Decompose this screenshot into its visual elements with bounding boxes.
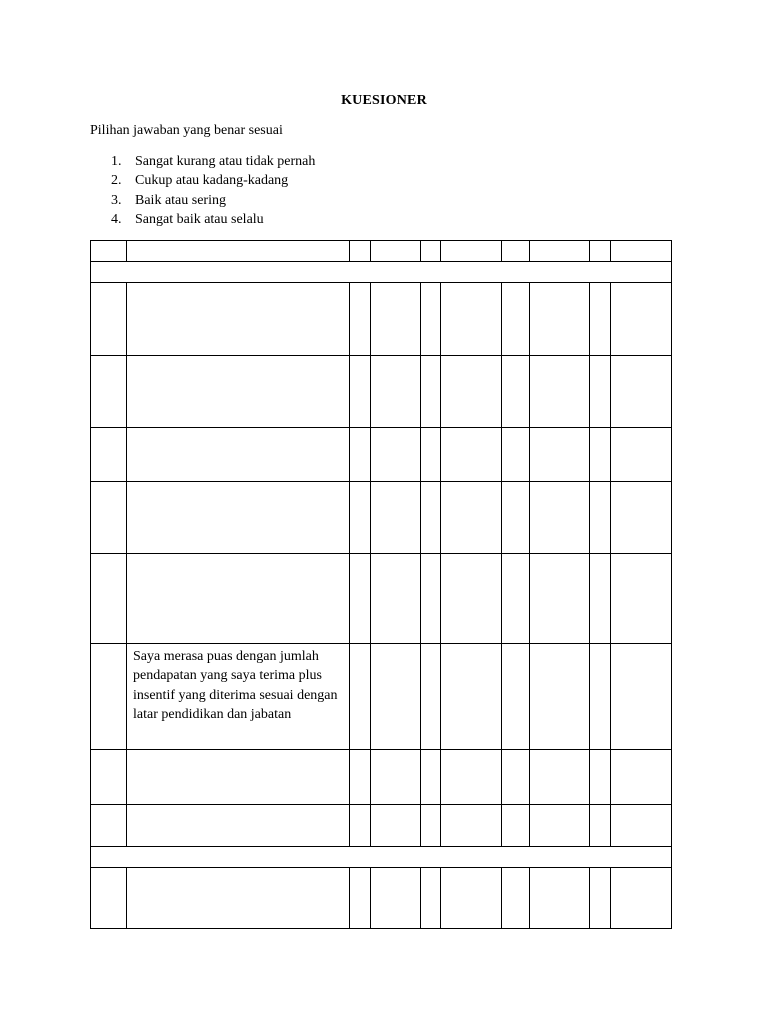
answer-cell[interactable] — [530, 283, 590, 356]
instruction-text: Pilihan jawaban yang benar sesuai — [90, 123, 283, 138]
answer-cell[interactable] — [350, 805, 371, 847]
answer-cell[interactable] — [611, 482, 672, 554]
header-cell-statement — [127, 241, 350, 262]
answer-cell[interactable] — [371, 356, 421, 428]
answer-cell[interactable] — [590, 805, 611, 847]
answer-cell[interactable] — [421, 283, 441, 356]
answer-cell[interactable] — [371, 805, 421, 847]
answer-cell[interactable] — [371, 428, 421, 482]
answer-cell[interactable] — [590, 482, 611, 554]
answer-cell[interactable] — [502, 805, 530, 847]
table-row — [91, 356, 672, 428]
table-row — [91, 554, 672, 644]
answer-cell[interactable] — [441, 805, 502, 847]
answer-cell[interactable] — [371, 868, 421, 929]
answer-cell[interactable] — [441, 644, 502, 750]
answer-cell[interactable] — [421, 554, 441, 644]
header-cell — [611, 241, 672, 262]
answer-cell[interactable] — [590, 644, 611, 750]
header-row — [91, 241, 672, 262]
answer-cell[interactable] — [530, 482, 590, 554]
answer-cell[interactable] — [502, 428, 530, 482]
answer-cell[interactable] — [611, 428, 672, 482]
row-number-cell — [91, 868, 127, 929]
statement-cell: Saya merasa puas dengan jumlah pendapatan yang saya terima plus insentif yang diterima sesuai dengan latar pendidikan dan jabatan — [127, 644, 350, 750]
answer-option — [90, 152, 315, 171]
answer-cell[interactable] — [371, 750, 421, 805]
answer-cell[interactable] — [441, 482, 502, 554]
answer-cell[interactable] — [590, 554, 611, 644]
answer-cell[interactable] — [421, 750, 441, 805]
answer-cell[interactable] — [502, 356, 530, 428]
header-cell — [441, 241, 502, 262]
answer-cell[interactable] — [502, 554, 530, 644]
answer-cell[interactable] — [611, 554, 672, 644]
answer-options-list — [90, 152, 315, 229]
answer-cell[interactable] — [371, 644, 421, 750]
answer-cell[interactable] — [350, 868, 371, 929]
row-number-cell — [91, 750, 127, 805]
answer-cell[interactable] — [441, 554, 502, 644]
answer-cell[interactable] — [590, 750, 611, 805]
answer-cell[interactable] — [611, 868, 672, 929]
row-number-cell — [91, 554, 127, 644]
statement-cell — [127, 554, 350, 644]
table-row — [91, 482, 672, 554]
statement-cell — [127, 805, 350, 847]
answer-cell[interactable] — [421, 805, 441, 847]
option-label: Cukup atau kadang-kadang — [135, 173, 289, 189]
statement-cell — [127, 868, 350, 929]
option-number: 1. — [111, 154, 122, 169]
answer-cell[interactable] — [502, 868, 530, 929]
answer-cell[interactable] — [502, 283, 530, 356]
answer-cell[interactable] — [611, 356, 672, 428]
table-row — [91, 868, 672, 929]
answer-cell[interactable] — [441, 750, 502, 805]
answer-cell[interactable] — [350, 283, 371, 356]
row-number-cell — [91, 805, 127, 847]
answer-cell[interactable] — [502, 482, 530, 554]
answer-cell[interactable] — [350, 428, 371, 482]
table-row — [91, 428, 672, 482]
answer-cell[interactable] — [421, 356, 441, 428]
page-title: KUESIONER — [341, 93, 427, 108]
section-cell — [91, 847, 672, 868]
answer-cell[interactable] — [350, 644, 371, 750]
table-row — [91, 750, 672, 805]
answer-cell[interactable] — [611, 283, 672, 356]
answer-cell[interactable] — [421, 868, 441, 929]
option-label: Sangat kurang atau tidak pernah — [135, 154, 316, 169]
answer-cell[interactable] — [502, 750, 530, 805]
table-row — [91, 805, 672, 847]
option-number: 3. — [111, 192, 122, 208]
answer-cell[interactable] — [421, 644, 441, 750]
answer-cell[interactable] — [421, 428, 441, 482]
answer-option — [90, 171, 315, 190]
row-number-cell — [91, 428, 127, 482]
table-row — [91, 644, 672, 750]
statement-cell — [127, 428, 350, 482]
table-row — [91, 283, 672, 356]
questionnaire-table — [90, 240, 672, 929]
row-number-cell — [91, 283, 127, 356]
statement-cell — [127, 283, 350, 356]
answer-cell[interactable] — [441, 356, 502, 428]
answer-cell[interactable] — [611, 644, 672, 750]
statement-cell — [127, 482, 350, 554]
answer-cell[interactable] — [350, 482, 371, 554]
answer-cell[interactable] — [441, 868, 502, 929]
answer-cell[interactable] — [441, 428, 502, 482]
header-cell — [502, 241, 530, 262]
answer-cell[interactable] — [530, 554, 590, 644]
answer-cell[interactable] — [441, 283, 502, 356]
answer-cell[interactable] — [371, 554, 421, 644]
option-label: Sangat baik atau selalu — [135, 211, 264, 227]
answer-cell[interactable] — [421, 482, 441, 554]
answer-cell[interactable] — [530, 750, 590, 805]
row-number-cell — [91, 482, 127, 554]
header-cell — [530, 241, 590, 262]
answer-cell[interactable] — [530, 428, 590, 482]
answer-option — [90, 191, 315, 210]
answer-option — [90, 210, 315, 229]
answer-cell[interactable] — [590, 283, 611, 356]
header-cell — [350, 241, 371, 262]
answer-cell[interactable] — [350, 750, 371, 805]
answer-cell[interactable] — [530, 868, 590, 929]
answer-cell[interactable] — [611, 805, 672, 847]
row-number-cell — [91, 644, 127, 750]
row-number-cell — [91, 356, 127, 428]
header-cell-number — [91, 241, 127, 262]
statement-cell — [127, 750, 350, 805]
option-label: Baik atau sering — [135, 192, 226, 208]
section-cell — [91, 262, 672, 283]
answer-cell[interactable] — [590, 868, 611, 929]
option-number: 2. — [111, 173, 122, 189]
answer-cell[interactable] — [350, 554, 371, 644]
answer-cell[interactable] — [590, 356, 611, 428]
answer-cell[interactable] — [530, 805, 590, 847]
statement-cell — [127, 356, 350, 428]
header-cell — [421, 241, 441, 262]
answer-cell[interactable] — [611, 750, 672, 805]
answer-cell[interactable] — [350, 356, 371, 428]
header-cell — [590, 241, 611, 262]
answer-cell[interactable] — [371, 482, 421, 554]
answer-cell[interactable] — [502, 644, 530, 750]
option-number: 4. — [111, 211, 122, 227]
answer-cell[interactable] — [530, 356, 590, 428]
section-row — [91, 262, 672, 283]
header-cell — [371, 241, 421, 262]
answer-cell[interactable] — [590, 428, 611, 482]
answer-cell[interactable] — [530, 644, 590, 750]
answer-cell[interactable] — [371, 283, 421, 356]
section-row — [91, 847, 672, 868]
